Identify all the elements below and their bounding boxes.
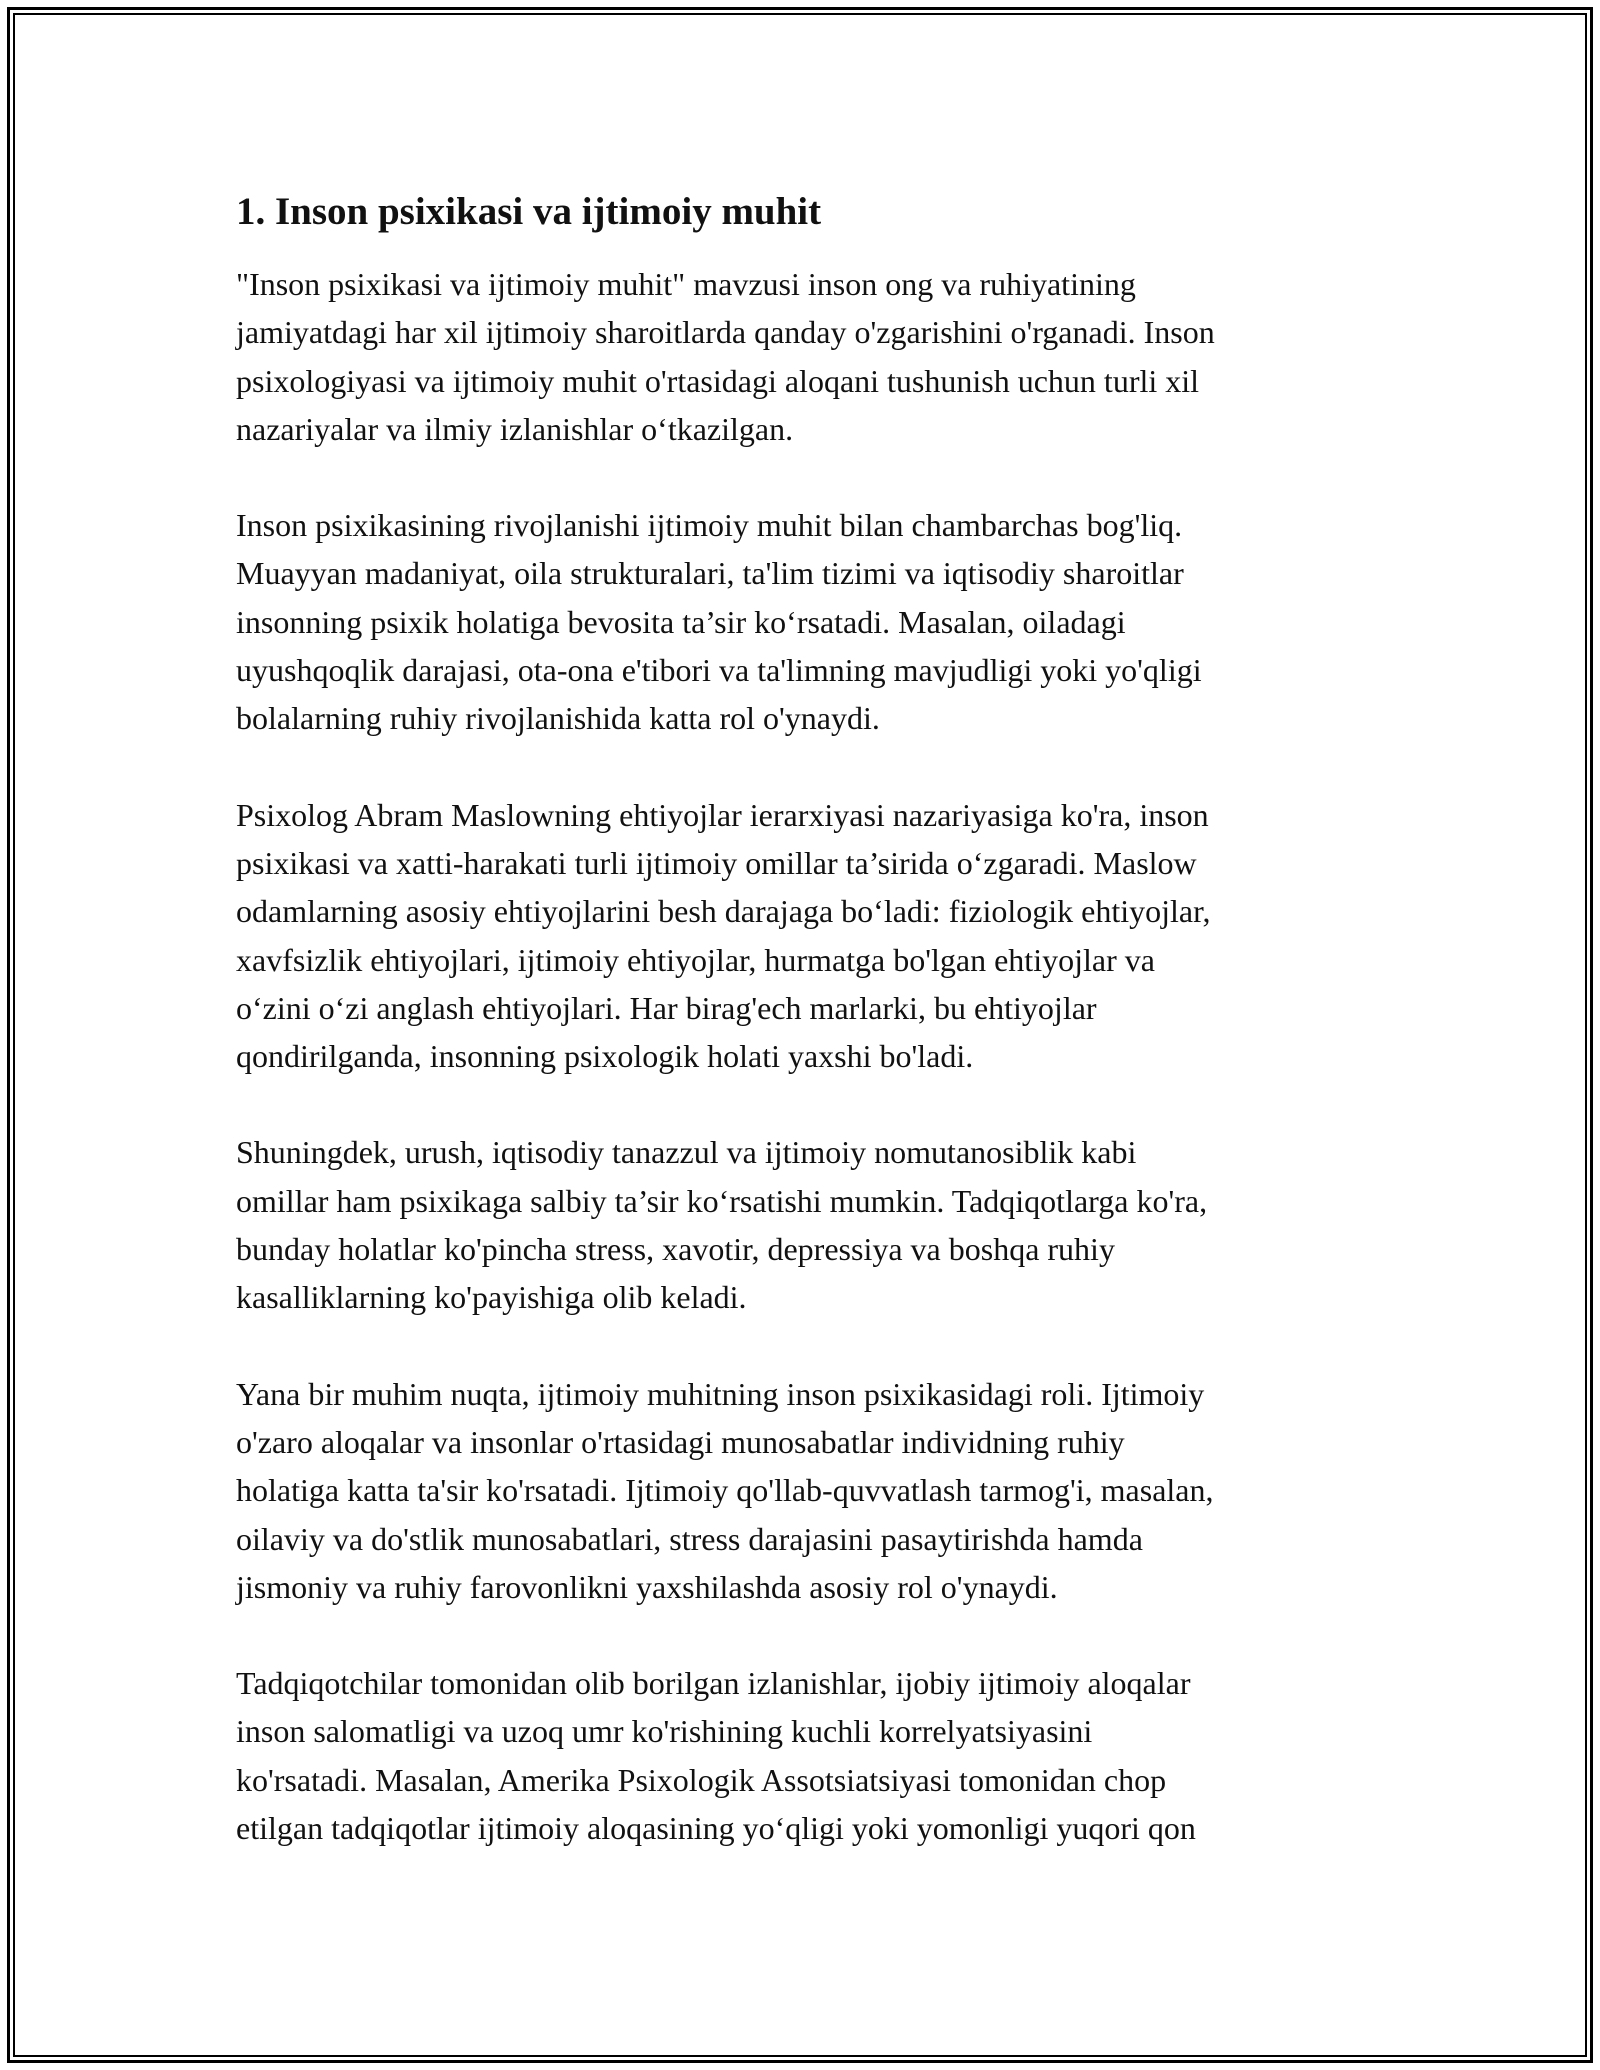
text-line: o'zaro aloqalar va insonlar o'rtasidagi munosabatlar individning ruhiy	[236, 1423, 1125, 1460]
text-line: inson salomatligi va uzoq umr ko'rishining kuchli korrelyatsiyasini	[236, 1713, 1093, 1750]
text-line: holatiga katta ta'sir ko'rsatadi. Ijtimoiy qo'llab-quvvatlash tarmog'i, masalan,	[236, 1472, 1214, 1509]
paragraph-6	[236, 1659, 1366, 1852]
text-line: bolalarning ruhiy rivojlanishida katta rol o'ynaydi.	[236, 700, 880, 737]
text-line: o‘zini o‘zi anglash ehtiyojlari. Har birag'ech marlarki, bu ehtiyojlar	[236, 989, 1097, 1026]
text-line: Inson psixikasining rivojlanishi ijtimoiy muhit bilan chambarchas bog'liq.	[236, 507, 1183, 544]
text-line: xavfsizlik ehtiyojlari, ijtimoiy ehtiyojlar, hurmatga bo'lgan ehtiyojlar va	[236, 941, 1155, 978]
text-line: omillar ham psixikaga salbiy ta’sir ko‘rsatishi mumkin. Tadqiqotlarga ko'ra,	[236, 1182, 1208, 1219]
text-line: qondirilganda, insonning psixologik holati yaxshi bo'ladi.	[236, 1038, 974, 1075]
text-line: odamlarning asosiy ehtiyojlarini besh darajaga bo‘ladi: fiziologik ehtiyojlar,	[236, 893, 1211, 930]
text-line: psixikasi va xatti-harakati turli ijtimoiy omillar ta’sirida o‘zgaradi. Maslow	[236, 844, 1197, 881]
paragraph-4	[236, 1128, 1366, 1321]
text-line: uyushqoqlik darajasi, ota-ona e'tibori va ta'limning mavjudligi yoki yo'qligi	[236, 652, 1202, 689]
text-line: Muayyan madaniyat, oila strukturalari, ta'lim tizimi va iqtisodiy sharoitlar	[236, 555, 1184, 592]
paragraph-5	[236, 1370, 1366, 1611]
paragraph-1	[236, 260, 1366, 453]
document-body	[236, 186, 1366, 1900]
text-line: bunday holatlar ko'pincha stress, xavotir, depressiya va boshqa ruhiy	[236, 1231, 1115, 1268]
text-line: "Inson psixikasi va ijtimoiy muhit" mavzusi inson ong va ruhiyatining	[236, 266, 1136, 302]
text-line: Yana bir muhim nuqta, ijtimoiy muhitning inson psixikasidagi roli. Ijtimoiy	[236, 1375, 1205, 1412]
text-line: Shuningdek, urush, iqtisodiy tanazzul va ijtimoiy nomutanosiblik kabi	[236, 1134, 1137, 1171]
text-line: kasalliklarning ko'payishiga olib keladi.	[236, 1279, 747, 1316]
text-line: Psixolog Abram Maslowning ehtiyojlar ierarxiyasi nazariyasiga ko'ra, inson	[236, 796, 1209, 833]
text-line: ko'rsatadi. Masalan, Amerika Psixologik Assotsiatsiyasi tomonidan chop	[236, 1761, 1167, 1798]
paragraph-2	[236, 501, 1366, 742]
text-line: etilgan tadqiqotlar ijtimoiy aloqasining yo‘qligi yoki yomonligi yuqori qon	[236, 1810, 1196, 1847]
text-line: Tadqiqotchilar tomonidan olib borilgan izlanishlar, ijobiy ijtimoiy aloqalar	[236, 1665, 1191, 1702]
text-line: jismoniy va ruhiy farovonlikni yaxshilashda asosiy rol o'ynaydi.	[236, 1568, 1058, 1605]
text-line: psixologiyasi va ijtimoiy muhit o'rtasidagi aloqani tushunish uchun turli xil	[236, 362, 1200, 399]
section-title: 1. Inson psixikasi va ijtimoiy muhit	[236, 190, 822, 233]
text-line: nazariyalar va ilmiy izlanishlar o‘tkazilgan.	[236, 410, 794, 447]
text-line: insonning psixik holatiga bevosita ta’sir ko‘rsatadi. Masalan, oiladagi	[236, 603, 1126, 640]
paragraph-3	[236, 791, 1366, 1081]
text-line: oilaviy va do'stlik munosabatlari, stress darajasini pasaytirishda hamda	[236, 1520, 1143, 1557]
text-line: jamiyatdagi har xil ijtimoiy sharoitlarda qanday o'zgarishini o'rganadi. Inson	[236, 314, 1215, 351]
